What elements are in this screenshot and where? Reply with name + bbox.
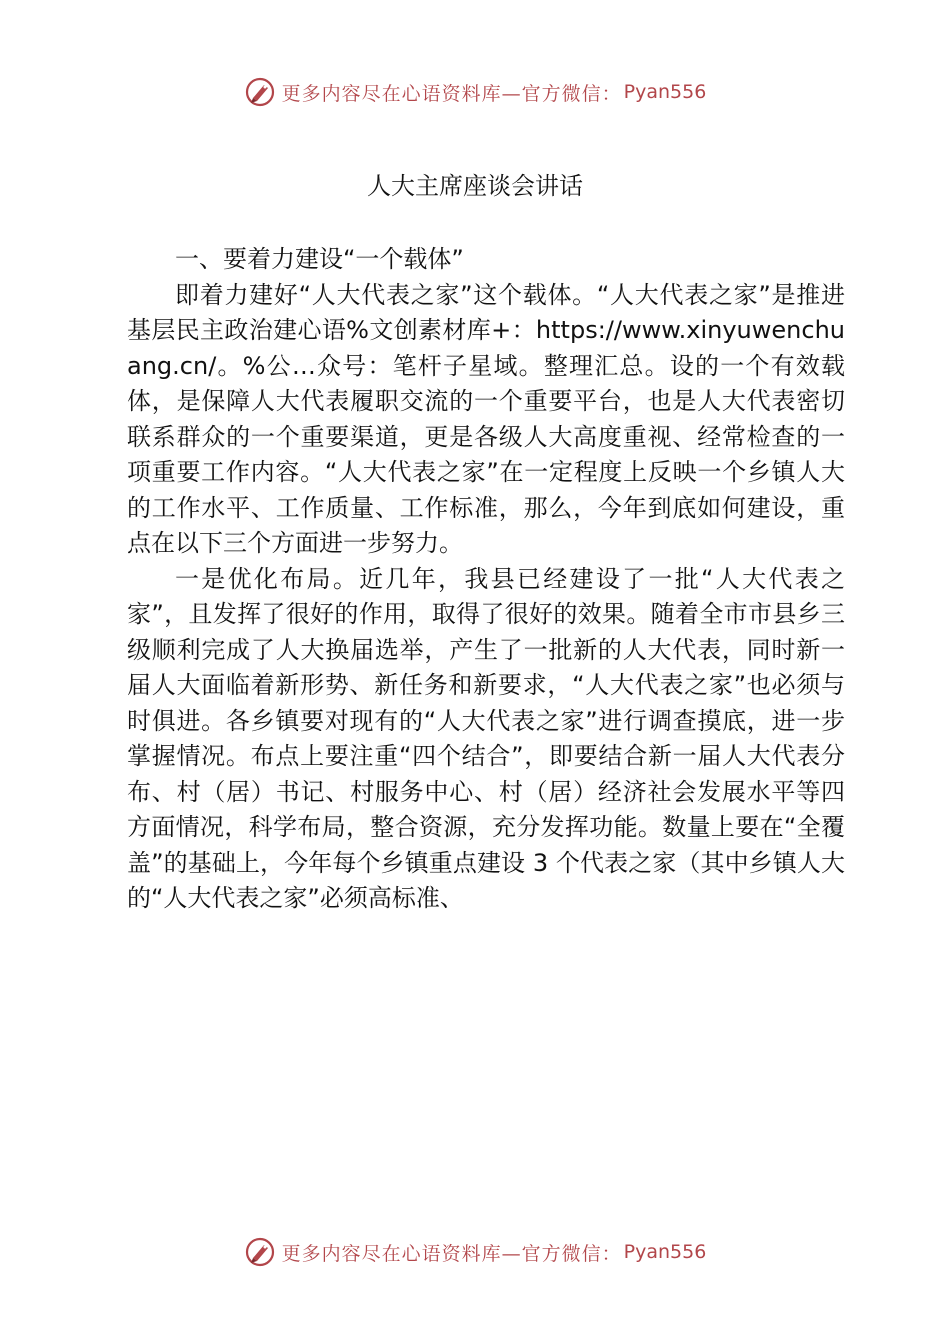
watermark-wechat-id: Pyan556 [623,81,707,103]
document-body [127,242,845,917]
watermark-text: 更多内容尽在心语资料库—官方微信： [281,1242,622,1265]
body-paragraph: 即着力建好“人大代表之家”这个载体。“人大代表之家”是推进基层民主政治建心语%文创素材库+：https://www.xinyuwenchuang.cn/。%公…众号：笔杆子星域。整理汇总。设的一个有效载体，是保障人大代表履职交流的一个重要平台，也是人大代表密切联系群众的一个重要渠道，更是各级人大高度重视、经常检查的一项重要工作内容。“人大代表之家”在一定程度上反映一个乡镇人大的工作水平、工作质量、工作标准，那么，今年到底如何建设，重点在以下三个方面进一步努力。 [127,280,845,557]
body-paragraph: 一是优化布局。近几年，我县已经建设了一批“人大代表之家”，且发挥了很好的作用，取得了很好的效果。随着全市市县乡三级顺利完成了人大换届选举，产生了一批新的人大代表，同时新一届人大面临着新形势、新任务和新要求，“人大代表之家”也必须与时俱进。各乡镇要对现有的“人大代表之家”进行调查摸底，进一步掌握情况。布点上要注重“四个结合”，即要结合新一届人大代表分布、村（居）书记、村服务中心、村（居）经济社会发展水平等四方面情况，科学布局，整合资源，充分发挥功能。数量上要在“全覆盖”的基础上，今年每个乡镇重点建设 3 个代表之家（其中乡镇人大的“人大代表之家”必须高标准、 [127,564,845,912]
pen-logo-icon [244,1236,276,1268]
document-title: 人大主席座谈会讲话 [367,172,583,200]
pen-logo-icon [244,76,276,108]
watermark-wechat-id: Pyan556 [623,1241,707,1263]
section-heading: 一、要着力建设“一个载体” [175,245,464,273]
watermark-text: 更多内容尽在心语资料库—官方微信： [281,82,622,105]
header-watermark [0,72,950,112]
footer-watermark [0,1232,950,1272]
